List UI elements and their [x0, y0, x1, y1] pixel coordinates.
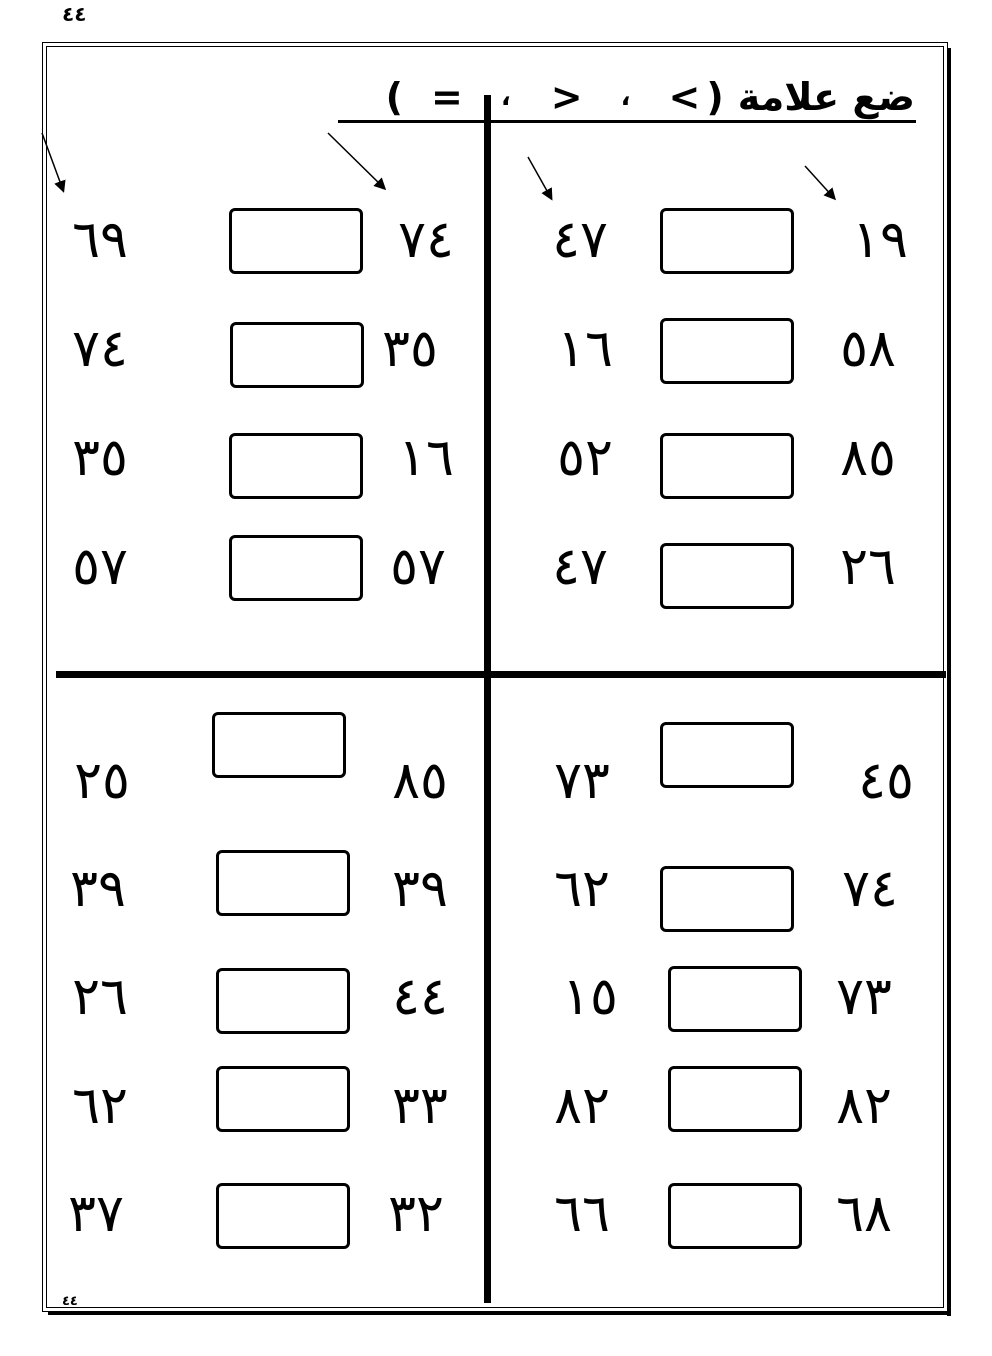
greater-symbol: >: [668, 75, 701, 119]
bl-row1-b: ٢٥: [74, 751, 130, 811]
br-row4-a: ٨٢: [836, 1076, 892, 1136]
bl-row3-b: ٢٦: [72, 967, 128, 1027]
tr-row1-a: ١٩: [852, 210, 908, 270]
tl-row1-b: ٦٩: [72, 210, 128, 270]
br-row1-a: ٤٥: [858, 751, 914, 811]
tl-row3-answer-box[interactable]: [229, 433, 363, 499]
bl-row2-b: ٣٩: [70, 859, 126, 919]
arrow-2: [328, 133, 384, 188]
instruction-text: ضع علامة: [737, 75, 915, 119]
bl-row5-a: ٣٢: [388, 1184, 444, 1244]
bl-row4-a: ٣٣: [392, 1076, 448, 1136]
br-row3-b: ١٥: [562, 967, 618, 1027]
bl-row1-a: ٨٥: [392, 751, 448, 811]
tr-row3-a: ٨٥: [840, 428, 896, 488]
bl-row3-answer-box[interactable]: [216, 968, 350, 1034]
tr-row4-a: ٢٦: [840, 537, 896, 597]
tl-row1-a: ٧٤: [398, 210, 454, 270]
tr-row1-b: ٤٧: [552, 210, 608, 270]
tl-row2-b: ٧٤: [72, 319, 128, 379]
tl-row2-a: ٣٥: [382, 319, 438, 379]
br-row1-b: ٧٣: [554, 751, 610, 811]
tl-row4-b: ٥٧: [72, 537, 128, 597]
br-row2-answer-box[interactable]: [660, 866, 794, 932]
tl-row1-answer-box[interactable]: [229, 208, 363, 274]
bl-row4-answer-box[interactable]: [216, 1066, 350, 1132]
br-row5-b: ٦٦: [554, 1184, 610, 1244]
br-row3-answer-box[interactable]: [668, 966, 802, 1032]
br-row5-a: ٦٨: [836, 1184, 892, 1244]
tr-row4-answer-box[interactable]: [660, 543, 794, 609]
tl-row4-answer-box[interactable]: [229, 535, 363, 601]
tl-row3-b: ٣٥: [72, 428, 128, 488]
page-number-top: ٤٤: [62, 2, 87, 26]
tr-row2-a: ٥٨: [840, 319, 896, 379]
tl-row4-a: ٥٧: [390, 537, 446, 597]
bl-row2-a: ٣٩: [392, 859, 448, 919]
tr-row1-answer-box[interactable]: [660, 208, 794, 274]
comma-1: ،: [620, 82, 631, 112]
bl-row3-a: ٤٤: [392, 967, 448, 1027]
tr-row3-b: ٥٢: [557, 428, 613, 488]
less-symbol: <: [550, 75, 583, 119]
arrow-4: [805, 166, 834, 198]
paren-close: ): [385, 75, 404, 119]
tr-row4-b: ٤٧: [552, 537, 608, 597]
arrow-1: [42, 133, 63, 190]
tr-row2-b: ١٦: [557, 319, 613, 379]
tl-row2-answer-box[interactable]: [230, 322, 364, 388]
br-row2-a: ٧٤: [842, 859, 898, 919]
br-row2-b: ٦٢: [554, 859, 610, 919]
paren-open: (: [706, 75, 724, 119]
comma-2: ،: [500, 82, 511, 112]
bl-row4-b: ٦٢: [72, 1076, 128, 1136]
br-row5-answer-box[interactable]: [668, 1183, 802, 1249]
br-row3-a: ٧٣: [836, 967, 892, 1027]
arrow-3: [528, 157, 551, 198]
bl-row5-answer-box[interactable]: [216, 1183, 350, 1249]
tr-row3-answer-box[interactable]: [660, 433, 794, 499]
br-row4-b: ٨٢: [554, 1076, 610, 1136]
page-number-bottom: ٤٤: [62, 1294, 78, 1309]
br-row4-answer-box[interactable]: [668, 1066, 802, 1132]
tr-row2-answer-box[interactable]: [660, 318, 794, 384]
tl-row3-a: ١٦: [398, 428, 454, 488]
bl-row2-answer-box[interactable]: [216, 850, 350, 916]
equal-symbol: =: [431, 75, 463, 119]
bl-row5-b: ٣٧: [68, 1184, 124, 1244]
br-row1-answer-box[interactable]: [660, 722, 794, 788]
bl-row1-answer-box[interactable]: [212, 712, 346, 778]
